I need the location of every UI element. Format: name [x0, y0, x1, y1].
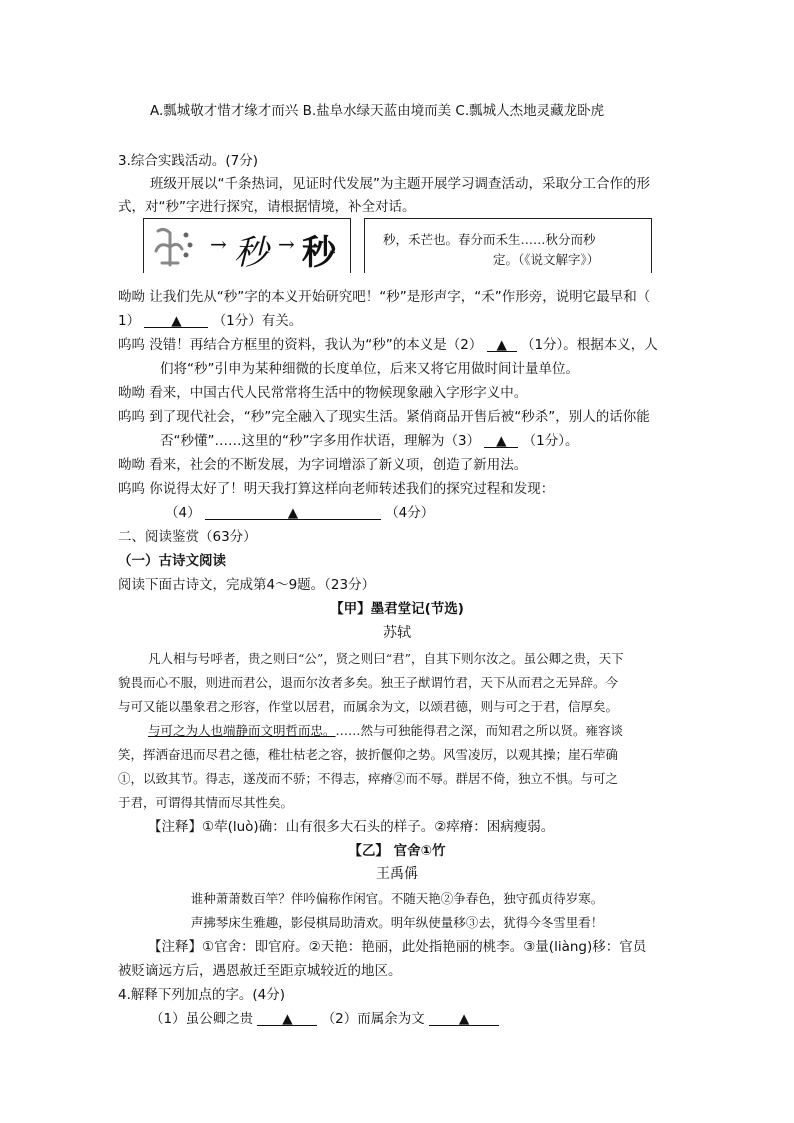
oracle-bone-glyph-icon [148, 223, 194, 269]
passage-b-note-line2: 被贬谪远方后，遇恩赦迁至距京城较近的地区。 [118, 963, 402, 979]
dialogue-line-2a-suffix: （1分）。根据本义，人 [520, 337, 658, 353]
question-3-intro-line2: 式，对“秒”字进行探究，请根据情境，补全对话。 [118, 199, 416, 215]
dialogue-line-4b-suffix: （1分）。 [522, 433, 579, 449]
dialogue-line-7 [165, 504, 434, 522]
dialogue-line-1a: 呦呦 让我们先从“秒”字的本义开始研究吧！“秒”是形声字，“禾”作形旁，说明它最早和（ [118, 289, 651, 305]
shuowen-line2: 定。（《说文解字》） [493, 252, 600, 267]
question-4-item-2: （2）而属余为文 [321, 1011, 425, 1027]
shuowen-quote-box [364, 218, 652, 273]
passage-a-note: 【注释】①荦(luò)确：山有很多大石头的样子。②瘁瘠：困病瘦弱。 [148, 819, 555, 835]
passage-a-line-4 [148, 722, 623, 740]
seal-script-character: 秒 [234, 233, 268, 273]
blank-3[interactable]: ▲ [484, 432, 518, 448]
dialogue-line-2a [118, 336, 658, 354]
arrow-1: → [210, 232, 227, 256]
passage-a-line-3: 与可又能以墨象君之形容，作堂以居君，而属余为文，以颂君德，则与可之于君，信厚矣。 [118, 699, 619, 714]
character-evolution-box [143, 218, 351, 273]
blank-1-suffix: （1分）有关。 [212, 313, 303, 329]
question-4-item-1: （1）虽公卿之贵 [150, 1011, 254, 1027]
dialogue-line-4b [160, 432, 579, 450]
dialogue-line-4a: 呜呜 到了现代社会，“秒”完全融入了现实生活。紧俏商品开售后被“秒杀”，别人的话你能 [118, 409, 650, 425]
q4-blank-1[interactable]: ▲ [257, 1010, 317, 1026]
blank-1[interactable]: ▲ [144, 312, 208, 328]
dialogue-line-3: 呦呦 看来，中国古代人民常常将生活中的物候现象融入字形字义中。 [118, 385, 528, 401]
blank-4-suffix: （4分） [385, 505, 435, 521]
passage-a-title: 【甲】墨君堂记(节选) [330, 601, 464, 617]
dialogue-line-1b [118, 312, 302, 330]
passage-a-author: 苏轼 [383, 625, 411, 641]
passage-b-note-line1: 【注释】①官舍：即官府。②天艳：艳丽，此处指艳丽的桃李。③量(liàng)移：官员 [148, 939, 647, 955]
passage-a-line-2: 貌畏而心不服，则进而君公，退而尔汝者多矣。独王子猷谓竹君，天下从而君之无异辞。今 [118, 675, 619, 690]
answer-options: A.瓢城敬才惜才缘才而兴 B.盐阜水绿天蓝由境而美 C.瓢城人杰地灵藏龙卧虎 [150, 103, 605, 119]
passage-b-author: 王禹偁 [376, 866, 418, 882]
dialogue-line-6: 呜呜 你说得太好了！明天我打算这样向老师转述我们的探究过程和发现： [118, 481, 555, 497]
passage-a-line-7: 于君，可谓得其情而尽其性矣。 [118, 795, 294, 810]
shuowen-line1: 秒，禾芒也。春分而禾生……秋分而秒 [383, 232, 596, 247]
q4-blank-2[interactable]: ▲ [429, 1010, 499, 1026]
passage-a-line-4-rest: ……然与可独能得君之深，而知君之所以贤。雍容谈 [335, 723, 624, 738]
regular-script-character: 秒 [302, 233, 336, 273]
question-4-items [150, 1010, 499, 1028]
poem-line-1: 谁种萧萧数百竿？伴吟偏称作闲官。不随天艳②争春色，独守孤贞待岁寒。 [190, 891, 604, 906]
section-2-title: 二、阅读鉴赏（63分） [118, 529, 257, 545]
passage-b-title: 【乙】 官舍①竹 [348, 843, 446, 859]
question-3-title: 3.综合实践活动。(7分) [118, 153, 259, 169]
dialogue-line-4b-prefix: 否“秒懂”……这里的“秒”字多用作状语，理解为（3） [160, 433, 481, 449]
underlined-sentence: 与可之为人也端静而文明哲而忠。 [148, 723, 336, 738]
dialogue-line-2b: 们将“秒”引申为某种细微的长度单位，后来又将它用做时间计量单位。 [160, 361, 579, 377]
dialogue-line-2a-prefix: 呜呜 没错！再结合方框里的资料，我认为“秒”的本义是（2） [118, 337, 483, 353]
arrow-2: → [278, 232, 295, 256]
reading-instruction: 阅读下面古诗文，完成第4～9题。（23分） [118, 577, 376, 593]
blank-2[interactable]: ▲ [487, 336, 517, 352]
question-3-intro-line1: 班级开展以“千条热词，见证时代发展”为主题开展学习调查活动，采取分工合作的形 [150, 176, 650, 192]
passage-a-line-6: ①，以致其节。得志，遂茂而不骄；不得志，瘁瘠②而不辱。群居不倚，独立不惧。与可之 [118, 771, 619, 786]
passage-a-line-5: 笑，挥洒奋迅而尽君之德，稚壮枯老之容，披折偃仰之势。风雪凌厉，以观其操；崖石荦确 [118, 747, 619, 762]
blank-4-label: （4） [165, 505, 201, 521]
blank-4[interactable]: ▲ [205, 504, 381, 520]
dialogue-line-5: 呦呦 看来，社会的不断发展，为字词增添了新义项，创造了新用法。 [118, 457, 528, 473]
subsection-title: （一）古诗文阅读 [118, 553, 226, 569]
passage-a-line-1: 凡人相与号呼者，贵之则曰“公”，贤之则曰“君”，自其下则尔汝之。虽公卿之贵，天下 [148, 651, 624, 666]
poem-line-2: 声拂琴床生雅趣，影侵棋局助清欢。明年纵使量移③去，犹得今冬雪里看！ [190, 915, 604, 930]
question-4-title: 4.解释下列加点的字。(4分) [118, 987, 286, 1003]
blank-1-label: 1） [118, 313, 141, 329]
